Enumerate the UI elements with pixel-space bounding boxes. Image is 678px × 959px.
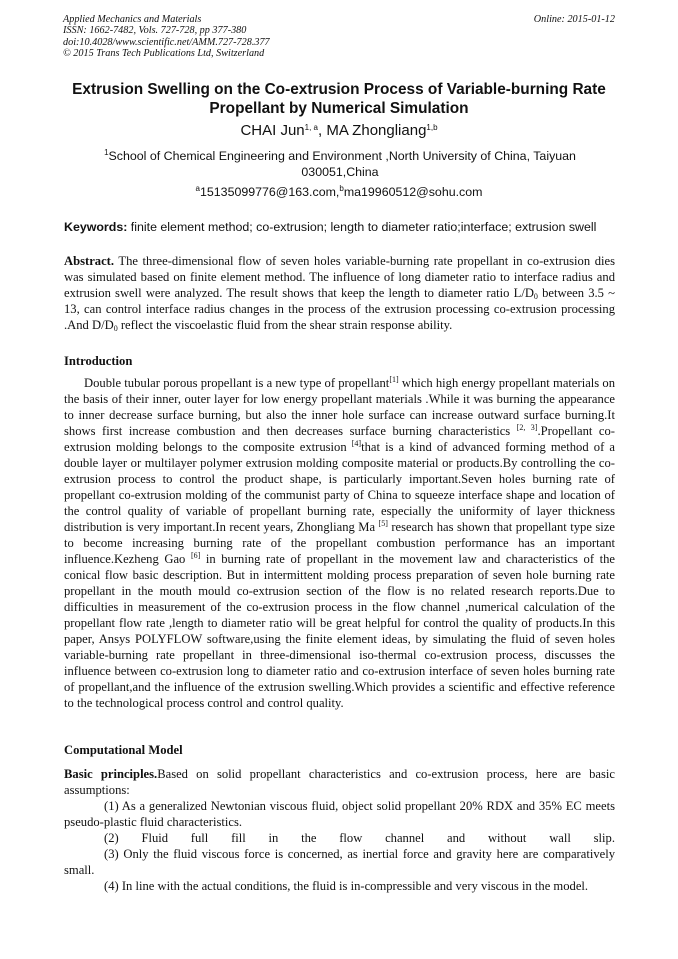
citation[interactable]: [2, 3]	[516, 423, 538, 432]
author-emails: $^a$15135099776@163.com,$^b$ma19960512@sohu.com	[195, 184, 483, 199]
doi-line: doi:10.4028/www.scientific.net/AMM.727-728.377	[63, 36, 270, 48]
issn-line: ISSN: 1662-7482, Vols. 727-728, pp 377-380	[63, 25, 247, 37]
journal-header	[63, 14, 615, 60]
keywords: Keywords: finite element method; co-extrusion; length to diameter ratio;interface; extrusion swell	[64, 220, 597, 234]
assumption-item: (1) As a generalized Newtonian viscous fluid, object solid propellant 20% RDX and 35% EC meets pseudo-plastic fluid characteristics.	[64, 799, 615, 829]
citation[interactable]: [1]	[389, 375, 399, 384]
author-name: MA Zhongliang	[326, 122, 427, 139]
section-heading: Computational Model	[64, 743, 183, 757]
introduction-body: Double tubular porous propellant is a new type of propellant[1] which high energy propellant materials on the basis of their inner, outer layer for low energy propellant materials .While it was burning the appearance to inner decrease surface burning, but also the inner hole surface can increase outward surface burning.It shows first increase combustion and then decreases surface burning characteristics [2, 3].Propellant co-extrusion molding belongs to the composite extrusion [4]that is a kind of advanced forming method of a double layer or multilayer polymer extrusion molding composite material or products.By controlling the co-extrusion process to control the product shape, is particularly important.Seven holes burning rate of propellant co-extrusion molding of the communist party of China to squeeze interface shape and location of the control quality of variable of propellant burning rate, especially the uniformity of layer thickness distribution is very important.In recent years, Zhongliang Ma [5] research has shown that propellant type size to become increasing burning rate of the propellant combustion performance has an important influence.Kezheng Gao [6] in burning rate of propellant in the movement law and characteristics of the conical flow basic description. But in intermittent molding process preparation of seven hole burning rate propellant in the mouth mould co-extrusion section of the flow is no related research reports.Due to difficulties in measurement of the co-extrusion process in the flow channel ,numerical calculation of the propellant flow rate ,length to diameter ratio will be great helpful for control the quality of products.In this paper, Ansys POLYFLOW software,using the finite element ideas, by simulating the fluid of seven holes variable-burning rate propellant in three-dimensional iso-thermal co-extrusion process, discusses the influence between co-extrusion long to diameter ratio and co-extrusion interface of seven holes burning rate of propellant,and the influence of the extrusion swelling.Which provides a scientific and effective reference to the technological process control and control quality.	[64, 375, 615, 710]
citation[interactable]: [4]	[351, 439, 362, 448]
assumption-item: (4) In line with the actual conditions, the fluid is in-compressible and very viscous in the model.	[104, 879, 589, 893]
journal-name: Applied Mechanics and Materials	[63, 14, 202, 25]
author-list: CHAI Jun$^{1, a}$, MA Zhongliang$^{1,b}$	[240, 122, 438, 139]
keywords-label: Keywords:	[64, 220, 128, 234]
affiliation: $^1$School of Chemical Engineering and Environment ,North University of China, Taiyuan 030051,China	[104, 148, 576, 179]
author-superscript: 1, a	[304, 123, 318, 132]
author-superscript: 1,b	[426, 123, 438, 132]
email-link[interactable]: 15135099776@163.com,	[200, 185, 340, 199]
citation[interactable]: [5]	[378, 519, 388, 528]
author-name: CHAI Jun	[240, 122, 305, 139]
assumption-item: (3) Only the fluid viscous force is concerned, as inertial force and gravity here are comparatively small.	[64, 847, 615, 877]
subsection-label: Basic principles.	[64, 767, 158, 781]
copyright-line: © 2015 Trans Tech Publications Ltd, Switzerland	[63, 48, 265, 60]
assumption-item: (2) Fluid full fill in the flow channel and without wall slip.	[104, 831, 615, 845]
email-link[interactable]: ma19960512@sohu.com	[343, 185, 483, 199]
section-heading: Introduction	[64, 354, 133, 368]
citation[interactable]: [6]	[190, 551, 201, 560]
abstract: Abstract. The three-dimensional flow of seven holes variable-burning rate propellant in co-extrusion dies was simulated based on finite element method. The influence of long diameter ratio to interface radius and extrusion swell were analyzed. The result shows that keep the length to diameter ratio $L/D_0$ between 3.5 ~ 13, can control interface radius changes in the process of the extrusion processing co-extrusion processing .And $D/D_0$ reflect the viscoelastic fluid from the shear strain response ability.	[64, 254, 615, 333]
basic-principles: Basic principles.Based on solid propellant characteristics and co-extrusion process, here are basic assumptions: (1) As a generalized Newtonian viscous fluid, object solid propellant 20% RDX and 35% EC meets pseudo-plastic fluid characteristics. (2) Fluid full fill in the flow channel and without wall slip. (3) Only the fluid viscous force is concerned, as inertial force and gravity here are comparatively small. (4) In line with the actual conditions, the fluid is in-compressible and very viscous in the model.	[64, 767, 615, 893]
abstract-label: Abstract.	[64, 254, 115, 268]
online-date: Online: 2015-01-12	[533, 14, 615, 25]
paper-title: Extrusion Swelling on the Co-extrusion Process of Variable-burning Rate Propellant by Numerical Simulation	[72, 81, 606, 117]
